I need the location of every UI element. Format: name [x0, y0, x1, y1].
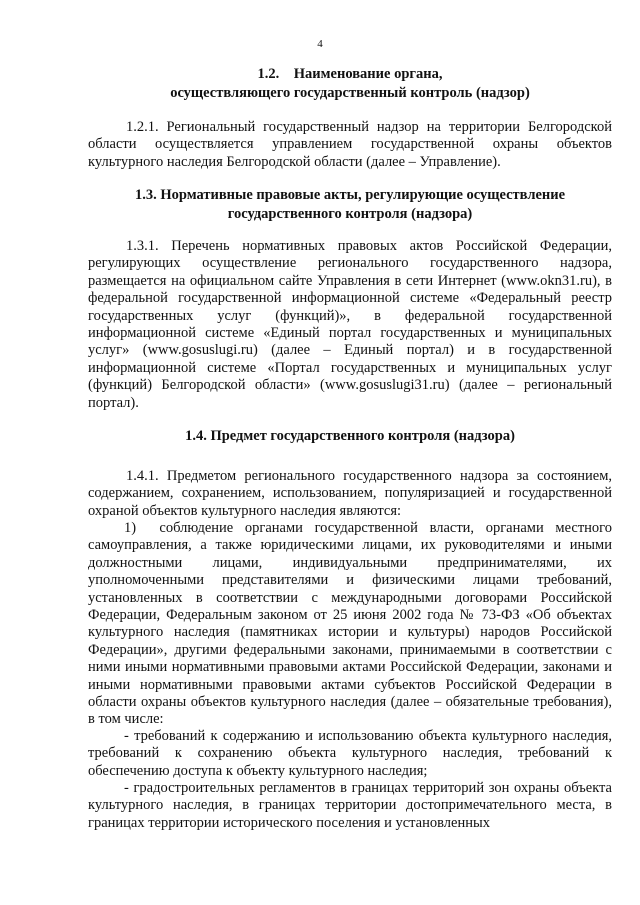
section-1-2-title-line2: осуществляющего государственный контроль (надзор)	[170, 85, 530, 101]
paragraph-1-4-1: 1.4.1. Предметом регионального государственного надзора за состоянием, содержанием, сохранением, использованием, популяризацией и государственной охраной объектов культурного наследия являются:	[88, 468, 612, 519]
requirement-dash-1: - требований к содержанию и использованию объекта культурного наследия, требований к сохранению объекта культурного наследия, требований к обеспечению доступа к объекту культурного наследия;	[88, 728, 612, 779]
section-1-3-heading	[88, 186, 612, 224]
page-number: 4	[317, 38, 323, 50]
section-1-3-title-line1: 1.3. Нормативные правовые акты, регулирующие осуществление	[134, 187, 566, 203]
section-1-2-title-line1: 1.2. Наименование органа,	[257, 66, 443, 82]
requirement-dash-2: - градостроительных регламентов в границах территорий зон охраны объекта культурного наследия, в границах территории достопримечательного места, в границах территории исторического поселения и установленных	[88, 780, 612, 831]
section-1-3-title-line2: государственного контроля (надзора)	[227, 206, 473, 222]
paragraph-1-3-1: 1.3.1. Перечень нормативных правовых актов Российской Федерации, регулирующих осуществление регионального государственного надзора, размещается на официальном сайте Управления в сети Интернет (www.okn31.ru), в федеральной государственной информационной системе «Федеральный реестр государственных услуг (функций)», в федеральной государственной информационной системе «Единый портал государственных и муниципальных услуг» (www.gosuslugi.ru) (далее – Единый портал) и в государственной информационной системе «Портал государственных и муниципальных услуг (функций) Белгородской области» (www.gosuslugi31.ru) (далее – региональный портал).	[88, 238, 612, 411]
section-1-2-heading	[88, 65, 612, 103]
list-item-1: 1) соблюдение органами государственной власти, органами местного самоуправления, а также юридическими лицами, их руководителями и иными должностными лицами, индивидуальными предпринимателями, их уполномоченными представителями и физическими лицами требований, установленных в соответствии с международными договорами Российской Федерации, Федеральным законом от 25 июня 2002 года № 73-ФЗ «Об объектах культурного наследия (памятниках истории и культуры) народов Российской Федерации», другими федеральными законами, принимаемыми в соответствии с ними иными нормативными правовыми актами Российской Федерации, законами и иными нормативными правовыми актами субъектов Российской Федерации в области охраны объектов культурного наследия (далее – обязательные требования), в том числе:	[88, 520, 612, 728]
section-1-4-heading: 1.4. Предмет государственного контроля (надзора)	[185, 428, 515, 444]
paragraph-1-2-1: 1.2.1. Региональный государственный надзор на территории Белгородской области осуществляется управлением государственной охраны объектов культурного наследия Белгородской области (далее – Управление).	[88, 119, 612, 170]
